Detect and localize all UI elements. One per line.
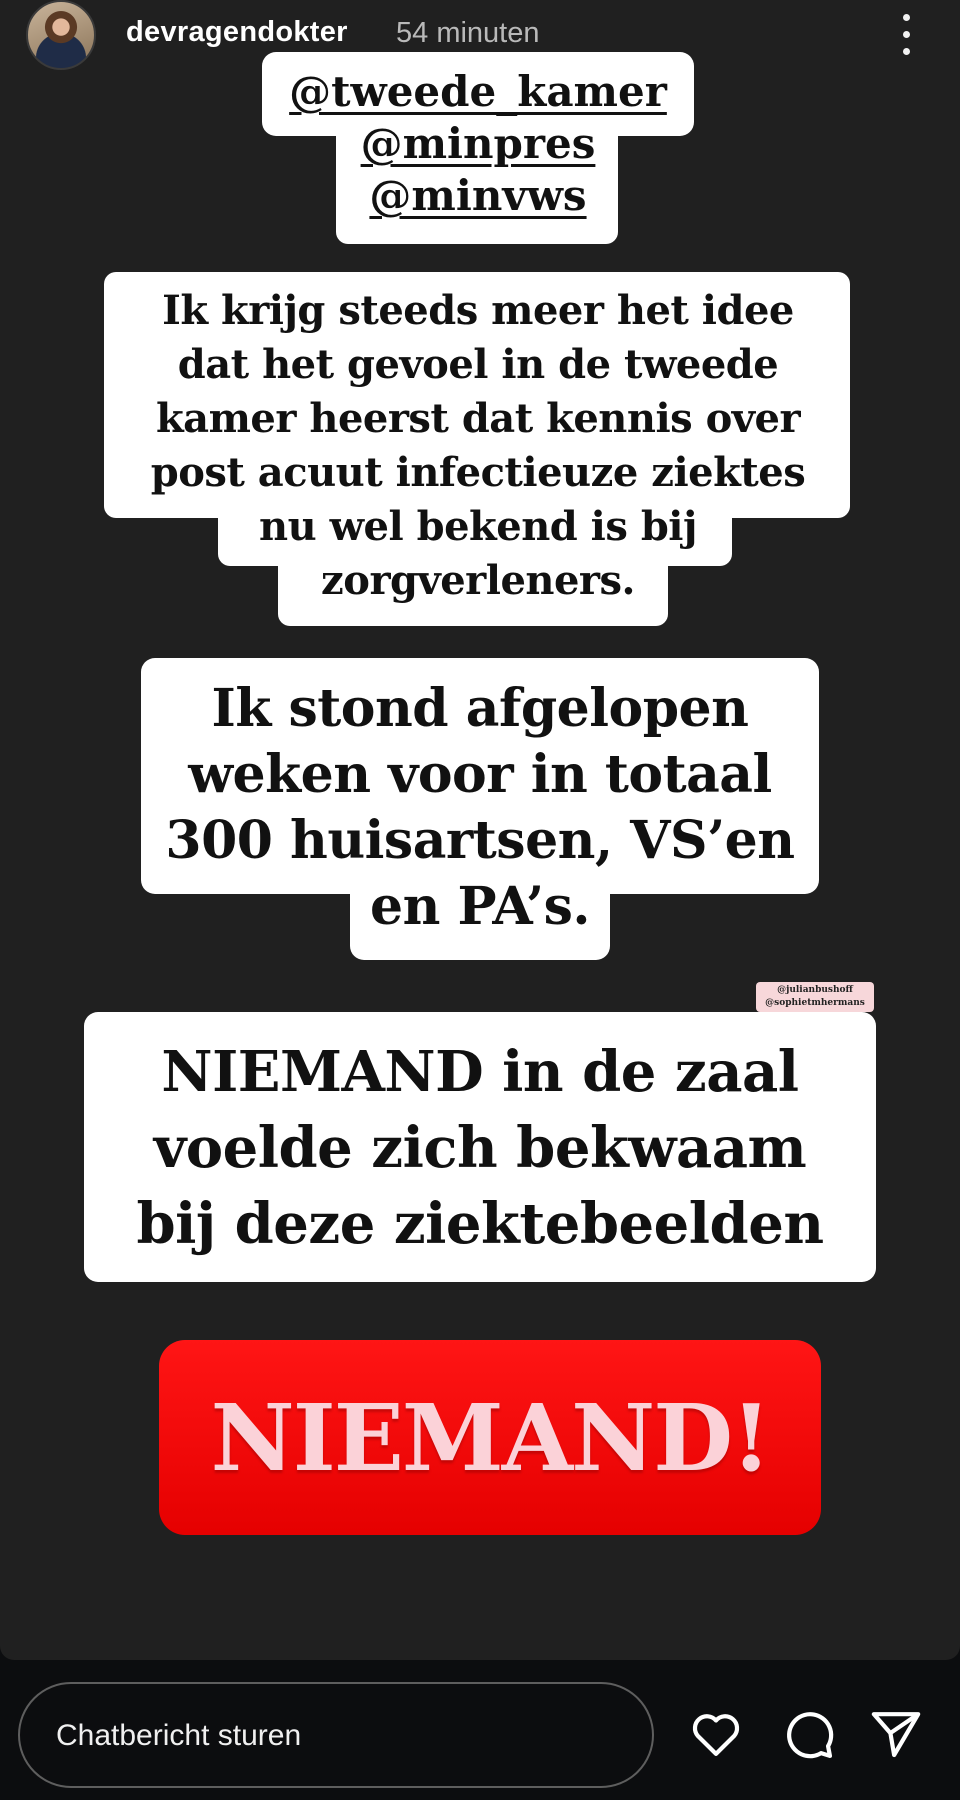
story-text-2-line: Ik stond afgelopen	[211, 678, 749, 739]
story-text-3-line: NIEMAND in de zaal	[161, 1039, 799, 1105]
chat-field[interactable]	[18, 1682, 654, 1788]
story-text-3-line: bij deze ziektebeelden	[136, 1191, 824, 1257]
comment-icon[interactable]	[780, 1706, 836, 1762]
highlight-text: NIEMAND!	[210, 1383, 770, 1492]
story-text-2-line: en PA’s.	[370, 876, 590, 937]
heart-icon[interactable]	[688, 1706, 744, 1762]
story-text-2-line: weken voor in totaal	[188, 744, 772, 805]
story-text-1-line: zorgverleners.	[321, 557, 635, 604]
tag-julianbushoff[interactable]: @julianbushoff	[777, 985, 853, 995]
story-text-1	[96, 284, 860, 608]
story-text-1-line: dat het gevoel in de tweede	[177, 341, 779, 388]
story-text-1-line: kamer heerst dat kennis over	[155, 395, 801, 442]
more-options-icon[interactable]	[886, 10, 926, 60]
story-text-3	[84, 1034, 876, 1262]
story-text-2-line: 300 huisartsen, VS’en	[165, 810, 795, 871]
mentions-list	[262, 66, 694, 222]
highlight-box	[159, 1340, 821, 1535]
mention-minvws[interactable]: @minvws	[369, 171, 587, 220]
mention-tags-sticker[interactable]	[756, 982, 874, 1012]
post-time: 54 minuten	[396, 17, 540, 49]
tag-sophietmhermans[interactable]: @sophietmhermans	[765, 998, 865, 1008]
avatar[interactable]	[26, 0, 96, 70]
story-text-2	[130, 676, 830, 940]
story-text-3-line: voelde zich bekwaam	[153, 1115, 807, 1181]
username[interactable]: devragendokter	[126, 16, 348, 48]
story-text-1-line: post acuut infectieuze ziektes	[150, 449, 806, 496]
mention-tweede-kamer[interactable]: @tweede_kamer	[289, 67, 667, 116]
send-icon[interactable]	[868, 1706, 924, 1762]
mention-minpres[interactable]: @minpres	[360, 119, 596, 168]
story-text-1-line: nu wel bekend is bij	[259, 503, 697, 550]
chat-input[interactable]	[54, 1684, 618, 1788]
story-text-1-line: Ik krijg steeds meer het idee	[162, 287, 794, 334]
